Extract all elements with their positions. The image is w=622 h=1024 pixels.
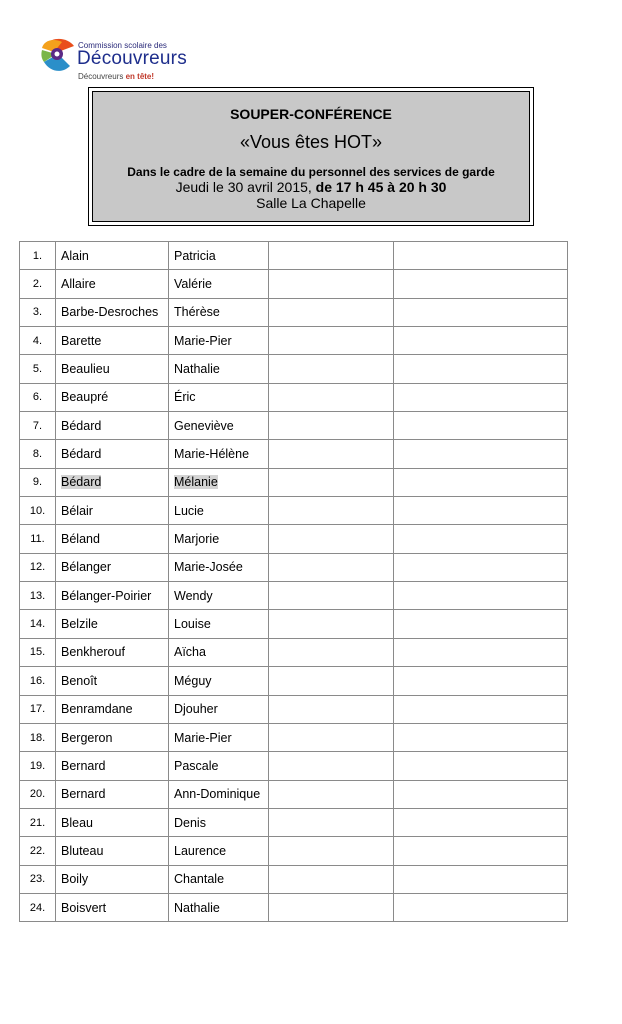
- empty-cell-cell: [394, 497, 568, 525]
- event-date: [93, 179, 529, 195]
- row-number-cell: [20, 440, 56, 468]
- empty-cell-cell: [394, 355, 568, 383]
- last-name-cell: [56, 355, 169, 383]
- row-number-cell: [20, 808, 56, 836]
- empty-cell-cell: [394, 468, 568, 496]
- row-number-cell: [20, 270, 56, 298]
- event-venue: Salle La Chapelle: [256, 195, 366, 211]
- table-row: [20, 383, 568, 411]
- row-number-cell: [20, 242, 56, 270]
- last-name: Allaire: [61, 277, 96, 292]
- last-name: Benoît: [61, 673, 98, 688]
- empty-cell-cell: [394, 383, 568, 411]
- empty-cell-cell: [269, 553, 394, 581]
- last-name: Bleau: [61, 815, 93, 830]
- row-number: 15.: [29, 646, 46, 659]
- first-name-cell: [169, 383, 269, 411]
- organization-logo: [40, 36, 240, 86]
- first-name-cell: [169, 723, 269, 751]
- row-number-cell: [20, 553, 56, 581]
- last-name: Alain: [61, 248, 89, 263]
- empty-cell-cell: [394, 667, 568, 695]
- first-name-cell: [169, 270, 269, 298]
- slogan: [78, 72, 154, 81]
- first-name-cell: [169, 638, 269, 666]
- empty-cell-cell: [394, 695, 568, 723]
- row-number-cell: [20, 327, 56, 355]
- empty-cell-cell: [394, 298, 568, 326]
- empty-cell-cell: [394, 582, 568, 610]
- last-name-cell: [56, 270, 169, 298]
- row-number-cell: [20, 383, 56, 411]
- event-title: «Vous êtes HOT»: [239, 132, 383, 152]
- table-row: [20, 780, 568, 808]
- last-name-cell: [56, 780, 169, 808]
- row-number: 16.: [29, 674, 46, 687]
- last-name-cell: [56, 893, 169, 921]
- first-name-cell: [169, 695, 269, 723]
- empty-cell-cell: [269, 610, 394, 638]
- slogan-highlight: en tête!: [125, 72, 155, 81]
- row-number-cell: [20, 723, 56, 751]
- first-name-cell: [169, 667, 269, 695]
- row-number-cell: [20, 468, 56, 496]
- empty-cell-cell: [394, 412, 568, 440]
- empty-cell-cell: [394, 893, 568, 921]
- first-name-cell: [169, 582, 269, 610]
- first-name-cell: [169, 440, 269, 468]
- first-name: Aïcha: [174, 645, 206, 660]
- row-number: 3.: [32, 306, 43, 319]
- empty-cell-cell: [394, 242, 568, 270]
- last-name-cell: [56, 752, 169, 780]
- empty-cell-cell: [269, 723, 394, 751]
- last-name: Bluteau: [61, 843, 104, 858]
- empty-cell-cell: [269, 893, 394, 921]
- last-name: Béland: [61, 532, 100, 547]
- row-number-cell: [20, 865, 56, 893]
- last-name-cell: [56, 553, 169, 581]
- table-row: [20, 525, 568, 553]
- empty-cell-cell: [269, 582, 394, 610]
- row-number: 2.: [32, 278, 43, 291]
- row-number-cell: [20, 525, 56, 553]
- first-name: Thérèse: [174, 305, 220, 320]
- empty-cell-cell: [269, 355, 394, 383]
- empty-cell-cell: [269, 327, 394, 355]
- last-name: Bergeron: [61, 730, 113, 745]
- empty-cell-cell: [394, 525, 568, 553]
- last-name-cell: [56, 468, 169, 496]
- row-number: 18.: [29, 731, 46, 744]
- empty-cell-cell: [394, 723, 568, 751]
- first-name: Denis: [174, 815, 206, 830]
- empty-cell-cell: [269, 638, 394, 666]
- row-number-cell: [20, 412, 56, 440]
- table-row: [20, 695, 568, 723]
- table-row: [20, 355, 568, 383]
- last-name: Boisvert: [61, 900, 107, 915]
- last-name: Boily: [61, 872, 89, 887]
- last-name: Bédard: [61, 475, 102, 490]
- row-number: 12.: [29, 561, 46, 574]
- empty-cell-cell: [394, 638, 568, 666]
- row-number: 14.: [29, 618, 46, 631]
- table-row: [20, 553, 568, 581]
- first-name: Marie-Josée: [174, 560, 243, 575]
- eye-logo-icon: [40, 36, 76, 74]
- last-name-cell: [56, 582, 169, 610]
- first-name-cell: [169, 242, 269, 270]
- row-number: 17.: [29, 703, 46, 716]
- row-number-cell: [20, 497, 56, 525]
- row-number-cell: [20, 837, 56, 865]
- last-name-cell: [56, 638, 169, 666]
- row-number: 19.: [29, 759, 46, 772]
- empty-cell-cell: [269, 298, 394, 326]
- first-name-cell: [169, 752, 269, 780]
- row-number: 8.: [32, 448, 43, 461]
- last-name: Bélanger-Poirier: [61, 588, 152, 603]
- first-name-cell: [169, 298, 269, 326]
- first-name-cell: [169, 893, 269, 921]
- first-name: Mélanie: [174, 475, 218, 490]
- row-number: 13.: [29, 589, 46, 602]
- row-number-cell: [20, 695, 56, 723]
- first-name: Patricia: [174, 248, 216, 263]
- table-row: [20, 723, 568, 751]
- row-number-cell: [20, 638, 56, 666]
- last-name: Benramdane: [61, 702, 133, 717]
- empty-cell-cell: [269, 695, 394, 723]
- table-row: [20, 667, 568, 695]
- empty-cell-cell: [269, 270, 394, 298]
- row-number: 10.: [29, 504, 46, 517]
- first-name-cell: [169, 808, 269, 836]
- row-number-cell: [20, 610, 56, 638]
- row-number: 22.: [29, 844, 46, 857]
- last-name-cell: [56, 383, 169, 411]
- row-number-cell: [20, 780, 56, 808]
- empty-cell-cell: [394, 440, 568, 468]
- table-row: [20, 752, 568, 780]
- row-number: 6.: [32, 391, 43, 404]
- attendee-table: [19, 241, 568, 922]
- empty-cell-cell: [269, 525, 394, 553]
- first-name: Louise: [174, 617, 211, 632]
- first-name: Éric: [174, 390, 196, 405]
- first-name: Chantale: [174, 872, 225, 887]
- table-row: [20, 638, 568, 666]
- empty-cell-cell: [269, 440, 394, 468]
- last-name: Bernard: [61, 787, 106, 802]
- slogan-prefix: Découvreurs: [78, 72, 124, 81]
- last-name-cell: [56, 837, 169, 865]
- empty-cell-cell: [394, 610, 568, 638]
- table-row: [20, 837, 568, 865]
- first-name: Geneviève: [174, 418, 234, 433]
- last-name-cell: [56, 723, 169, 751]
- last-name: Bédard: [61, 418, 102, 433]
- table-row: [20, 270, 568, 298]
- last-name: Beaupré: [61, 390, 109, 405]
- org-name: Découvreurs: [77, 48, 187, 69]
- last-name-cell: [56, 412, 169, 440]
- last-name: Beaulieu: [61, 362, 110, 377]
- empty-cell-cell: [269, 383, 394, 411]
- table-row: [20, 497, 568, 525]
- table-row: [20, 610, 568, 638]
- row-number: 5.: [32, 363, 43, 376]
- first-name-cell: [169, 780, 269, 808]
- empty-cell-cell: [269, 497, 394, 525]
- row-number-cell: [20, 355, 56, 383]
- empty-cell-cell: [269, 837, 394, 865]
- event-kicker: SOUPER-CONFÉRENCE: [230, 106, 392, 122]
- last-name-cell: [56, 808, 169, 836]
- last-name-cell: [56, 865, 169, 893]
- empty-cell-cell: [394, 837, 568, 865]
- first-name: Marie-Pier: [174, 333, 232, 348]
- table-row: [20, 582, 568, 610]
- event-time: de 17 h 45 à 20 h 30: [315, 179, 447, 195]
- event-date-prefix: Jeudi le 30 avril 2015,: [175, 179, 316, 195]
- row-number: 20.: [29, 788, 46, 801]
- last-name-cell: [56, 242, 169, 270]
- row-number: 21.: [29, 816, 46, 829]
- empty-cell-cell: [394, 780, 568, 808]
- row-number: 7.: [32, 419, 43, 432]
- last-name-cell: [56, 695, 169, 723]
- empty-cell-cell: [269, 242, 394, 270]
- row-number-cell: [20, 298, 56, 326]
- empty-cell-cell: [394, 808, 568, 836]
- first-name: Valérie: [174, 277, 212, 292]
- empty-cell-cell: [394, 327, 568, 355]
- table-row: [20, 865, 568, 893]
- row-number: 1.: [32, 249, 43, 262]
- empty-cell-cell: [394, 270, 568, 298]
- first-name-cell: [169, 610, 269, 638]
- row-number: 9.: [32, 476, 43, 489]
- first-name: Pascale: [174, 758, 219, 773]
- empty-cell-cell: [269, 780, 394, 808]
- first-name-cell: [169, 865, 269, 893]
- last-name: Benkherouf: [61, 645, 125, 660]
- first-name-cell: [169, 412, 269, 440]
- first-name: Djouher: [174, 702, 218, 717]
- last-name-cell: [56, 525, 169, 553]
- event-banner: [92, 91, 530, 222]
- row-number-cell: [20, 582, 56, 610]
- first-name: Nathalie: [174, 900, 220, 915]
- first-name-cell: [169, 837, 269, 865]
- first-name: Wendy: [174, 588, 213, 603]
- first-name: Ann-Dominique: [174, 787, 261, 802]
- table-row: [20, 468, 568, 496]
- org-line: Commission scolaire des: [78, 41, 167, 50]
- row-number: 24.: [29, 901, 46, 914]
- first-name: Marie-Pier: [174, 730, 232, 745]
- row-number: 11.: [30, 533, 45, 546]
- first-name-cell: [169, 327, 269, 355]
- table-row: [20, 242, 568, 270]
- first-name: Marie-Hélène: [174, 447, 250, 462]
- table-row: [20, 893, 568, 921]
- last-name-cell: [56, 497, 169, 525]
- table-row: [20, 327, 568, 355]
- last-name: Bédard: [61, 447, 102, 462]
- first-name: Marjorie: [174, 532, 220, 547]
- event-context: Dans le cadre de la semaine du personnel des services de garde: [127, 165, 495, 179]
- last-name-cell: [56, 440, 169, 468]
- first-name-cell: [169, 553, 269, 581]
- first-name: Laurence: [174, 843, 227, 858]
- first-name: Méguy: [174, 673, 212, 688]
- empty-cell-cell: [269, 808, 394, 836]
- last-name: Belzile: [61, 617, 98, 632]
- table-row: [20, 440, 568, 468]
- last-name-cell: [56, 610, 169, 638]
- first-name: Nathalie: [174, 362, 220, 377]
- last-name: Bernard: [61, 758, 106, 773]
- last-name: Barbe-Desroches: [61, 305, 159, 320]
- table-row: [20, 298, 568, 326]
- first-name-cell: [169, 468, 269, 496]
- empty-cell-cell: [394, 752, 568, 780]
- empty-cell-cell: [269, 667, 394, 695]
- last-name-cell: [56, 298, 169, 326]
- row-number-cell: [20, 752, 56, 780]
- row-number-cell: [20, 893, 56, 921]
- row-number: 23.: [29, 873, 46, 886]
- row-number-cell: [20, 667, 56, 695]
- row-number: 4.: [32, 334, 43, 347]
- last-name: Barette: [61, 333, 102, 348]
- attendee-table-body: [20, 242, 568, 922]
- empty-cell-cell: [269, 865, 394, 893]
- empty-cell-cell: [269, 752, 394, 780]
- empty-cell-cell: [394, 865, 568, 893]
- table-row: [20, 808, 568, 836]
- last-name: Bélair: [61, 503, 93, 518]
- empty-cell-cell: [269, 468, 394, 496]
- first-name: Lucie: [174, 503, 204, 518]
- last-name-cell: [56, 667, 169, 695]
- first-name-cell: [169, 497, 269, 525]
- empty-cell-cell: [269, 412, 394, 440]
- first-name-cell: [169, 525, 269, 553]
- last-name-cell: [56, 327, 169, 355]
- table-row: [20, 412, 568, 440]
- last-name: Bélanger: [61, 560, 112, 575]
- empty-cell-cell: [394, 553, 568, 581]
- first-name-cell: [169, 355, 269, 383]
